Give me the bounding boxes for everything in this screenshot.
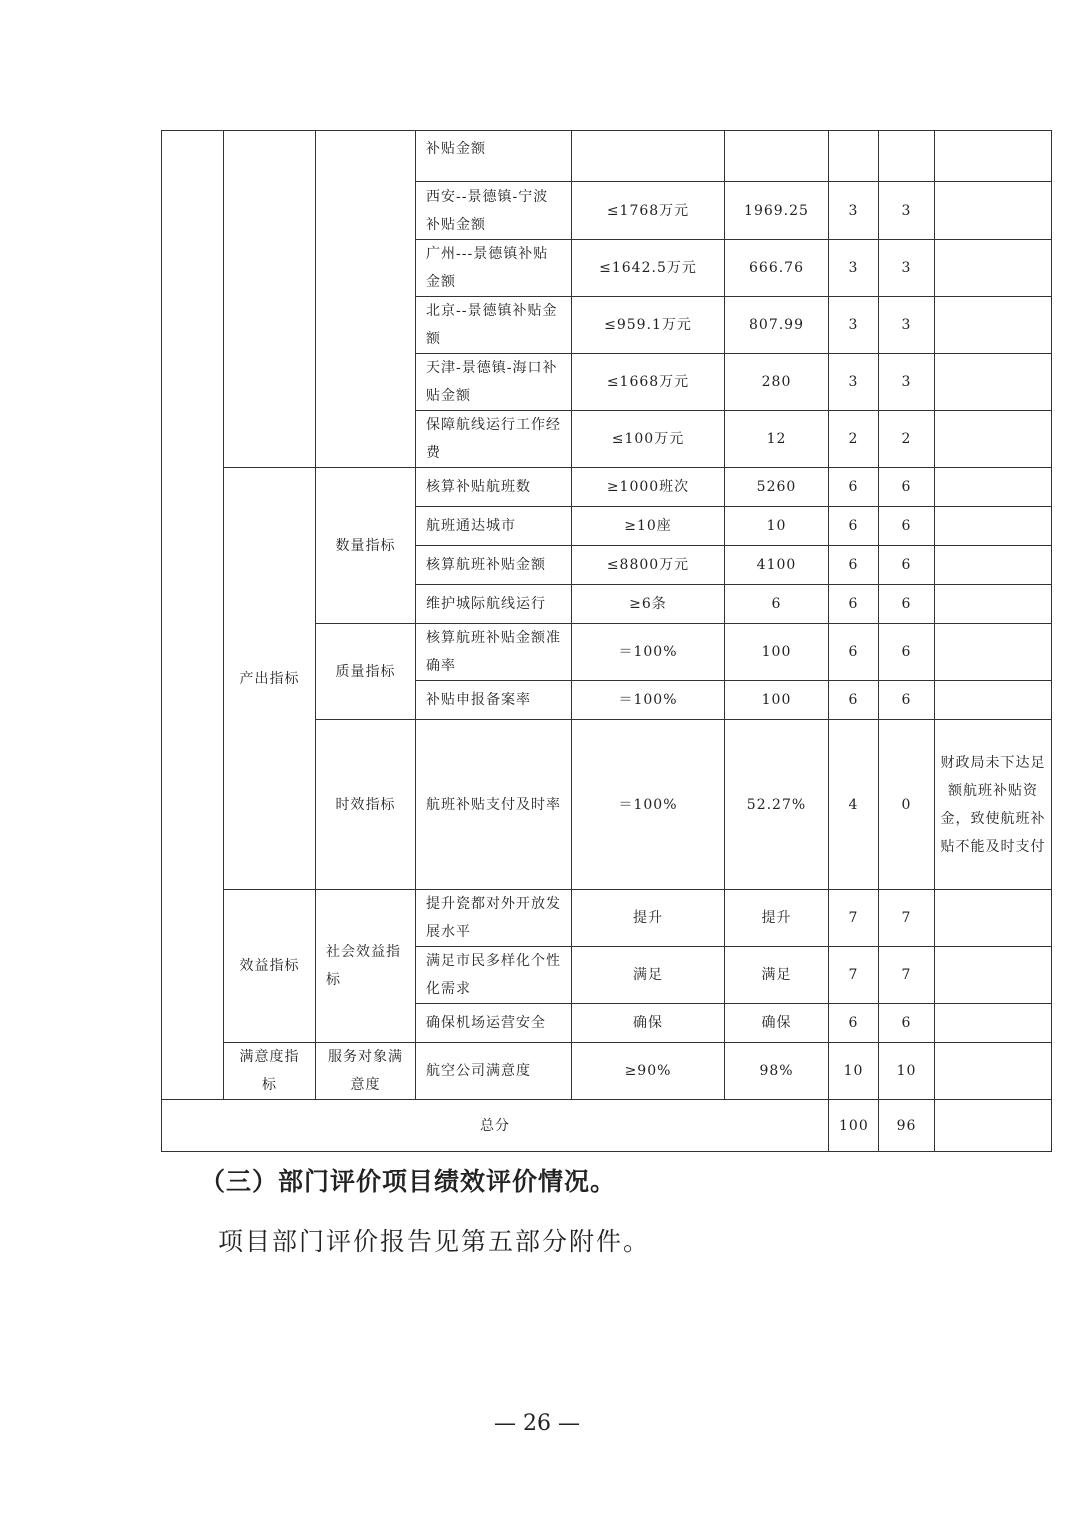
total-row: [162, 1100, 1052, 1152]
note-cell: [935, 182, 1052, 240]
indicator-cell: 确保机场运营安全: [416, 1004, 572, 1043]
note-cell: [935, 1043, 1052, 1100]
target-cell: [572, 131, 725, 182]
target-cell: ≥90%: [572, 1043, 725, 1100]
score-cell: 6: [879, 1004, 935, 1043]
weight-cell: 2: [829, 411, 879, 468]
score-cell: [879, 131, 935, 182]
total-note: [935, 1100, 1052, 1152]
actual-cell: [725, 131, 829, 182]
indicator-cell: 航空公司满意度: [416, 1043, 572, 1100]
level2-satisfaction: 满意度指标: [224, 1043, 316, 1100]
note-cell: [935, 624, 1052, 681]
level1-cell: [162, 131, 224, 1100]
note-cell: [935, 411, 1052, 468]
note-cell: [935, 947, 1052, 1004]
note-cell: [935, 507, 1052, 546]
score-cell: 6: [879, 624, 935, 681]
target-cell: ≥1000班次: [572, 468, 725, 507]
score-cell: 6: [879, 507, 935, 546]
level2-output: 产出指标: [224, 468, 316, 890]
note-cell: [935, 297, 1052, 354]
actual-cell: 确保: [725, 1004, 829, 1043]
indicator-cell: 北京--景德镇补贴金额: [416, 297, 572, 354]
note-cell: [935, 681, 1052, 720]
score-cell: 7: [879, 890, 935, 947]
level3-timeliness: 时效指标: [316, 720, 416, 890]
target-cell: ≤1668万元: [572, 354, 725, 411]
weight-cell: 3: [829, 240, 879, 297]
indicator-cell: 补贴金额: [416, 131, 572, 182]
indicator-cell: 满足市民多样化个性化需求: [416, 947, 572, 1004]
target-cell: ＝100%: [572, 681, 725, 720]
target-cell: ≥10座: [572, 507, 725, 546]
indicator-cell: 航班补贴支付及时率: [416, 720, 572, 890]
note-cell: [935, 890, 1052, 947]
score-cell: 6: [879, 585, 935, 624]
weight-cell: [829, 131, 879, 182]
level2-cell: [224, 131, 316, 468]
score-cell: 6: [879, 546, 935, 585]
indicator-cell: 提升瓷都对外开放发展水平: [416, 890, 572, 947]
target-cell: ≤1768万元: [572, 182, 725, 240]
actual-cell: 100: [725, 624, 829, 681]
actual-cell: 1969.25: [725, 182, 829, 240]
note-cell: [935, 546, 1052, 585]
score-cell: 3: [879, 240, 935, 297]
actual-cell: 满足: [725, 947, 829, 1004]
note-cell: [935, 131, 1052, 182]
score-cell: 3: [879, 297, 935, 354]
page-number: — 26 —: [494, 1411, 580, 1436]
target-cell: 确保: [572, 1004, 725, 1043]
indicator-cell: 广州---景德镇补贴金额: [416, 240, 572, 297]
total-label: 总分: [162, 1100, 829, 1152]
note-cell: [935, 240, 1052, 297]
note-cell: 财政局未下达足额航班补贴资金，致使航班补贴不能及时支付: [935, 720, 1052, 890]
actual-cell: 98%: [725, 1043, 829, 1100]
indicator-cell: 保障航线运行工作经费: [416, 411, 572, 468]
score-cell: 0: [879, 720, 935, 890]
actual-cell: 4100: [725, 546, 829, 585]
table-row: [162, 1043, 1052, 1100]
target-cell: 提升: [572, 890, 725, 947]
note-cell: [935, 468, 1052, 507]
score-cell: 6: [879, 468, 935, 507]
weight-cell: 4: [829, 720, 879, 890]
target-cell: ≤8800万元: [572, 546, 725, 585]
note-cell: [935, 1004, 1052, 1043]
score-cell: 6: [879, 681, 935, 720]
target-cell: ≤100万元: [572, 411, 725, 468]
indicator-cell: 补贴申报备案率: [416, 681, 572, 720]
target-cell: 满足: [572, 947, 725, 1004]
target-cell: ≥6条: [572, 585, 725, 624]
weight-cell: 10: [829, 1043, 879, 1100]
level3-social: 社会效益指标: [316, 890, 416, 1043]
note-cell: [935, 585, 1052, 624]
weight-cell: 6: [829, 507, 879, 546]
total-weight: 100: [829, 1100, 879, 1152]
level3-quality: 质量指标: [316, 624, 416, 720]
score-cell: 7: [879, 947, 935, 1004]
weight-cell: 7: [829, 890, 879, 947]
target-cell: ＝100%: [572, 624, 725, 681]
section-paragraph: 项目部门评价报告见第五部分附件。: [218, 1227, 651, 1256]
indicator-cell: 核算航班补贴金额: [416, 546, 572, 585]
level2-benefit: 效益指标: [224, 890, 316, 1043]
weight-cell: 6: [829, 585, 879, 624]
actual-cell: 52.27%: [725, 720, 829, 890]
level3-quantity: 数量指标: [316, 468, 416, 624]
indicator-cell: 西安--景德镇-宁波补贴金额: [416, 182, 572, 240]
indicator-cell: 天津-景德镇-海口补贴金额: [416, 354, 572, 411]
table-row: [162, 468, 1052, 507]
target-cell: ≤1642.5万元: [572, 240, 725, 297]
actual-cell: 280: [725, 354, 829, 411]
note-cell: [935, 354, 1052, 411]
score-cell: 3: [879, 354, 935, 411]
actual-cell: 6: [725, 585, 829, 624]
actual-cell: 100: [725, 681, 829, 720]
actual-cell: 807.99: [725, 297, 829, 354]
indicator-cell: 航班通达城市: [416, 507, 572, 546]
weight-cell: 7: [829, 947, 879, 1004]
performance-table: [161, 130, 1052, 1152]
indicator-cell: 核算航班补贴金额准确率: [416, 624, 572, 681]
weight-cell: 6: [829, 546, 879, 585]
weight-cell: 3: [829, 297, 879, 354]
weight-cell: 6: [829, 624, 879, 681]
actual-cell: 提升: [725, 890, 829, 947]
actual-cell: 10: [725, 507, 829, 546]
target-cell: ≤959.1万元: [572, 297, 725, 354]
weight-cell: 6: [829, 468, 879, 507]
indicator-cell: 核算补贴航班数: [416, 468, 572, 507]
actual-cell: 5260: [725, 468, 829, 507]
score-cell: 2: [879, 411, 935, 468]
score-cell: 10: [879, 1043, 935, 1100]
level3-service: 服务对象满意度: [316, 1043, 416, 1100]
weight-cell: 3: [829, 182, 879, 240]
score-cell: 3: [879, 182, 935, 240]
weight-cell: 6: [829, 681, 879, 720]
target-cell: ＝100%: [572, 720, 725, 890]
indicator-cell: 维护城际航线运行: [416, 585, 572, 624]
table-row: [162, 131, 1052, 182]
actual-cell: 666.76: [725, 240, 829, 297]
weight-cell: 3: [829, 354, 879, 411]
actual-cell: 12: [725, 411, 829, 468]
total-score: 96: [879, 1100, 935, 1152]
weight-cell: 6: [829, 1004, 879, 1043]
table-row: [162, 890, 1052, 947]
section-heading: （三）部门评价项目绩效评价情况。: [200, 1167, 617, 1196]
level3-cell: [316, 131, 416, 468]
